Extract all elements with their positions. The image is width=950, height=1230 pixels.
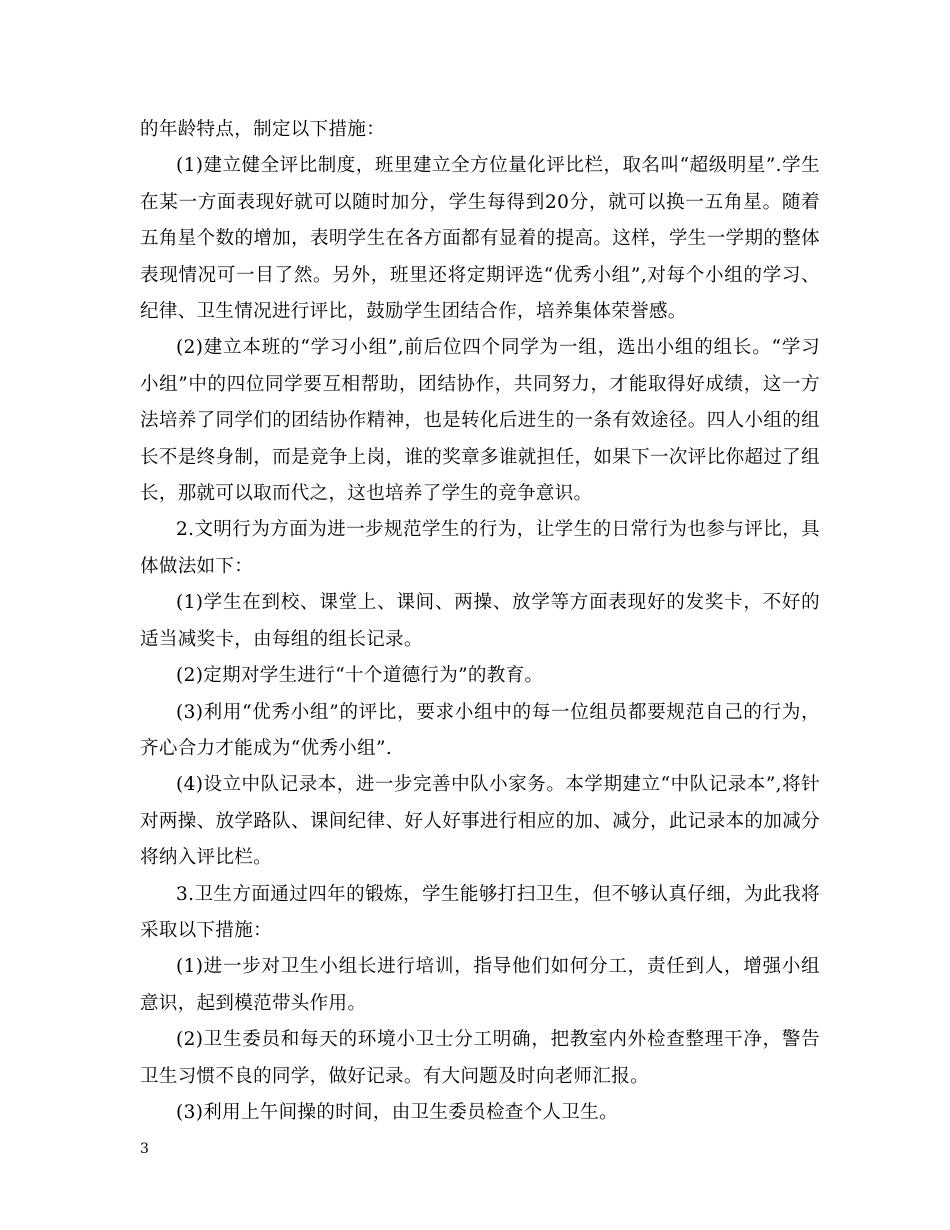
paragraph-hygiene-item-3: (3)利用上午间操的时间，由卫生委员检查个人卫生。 [176,1101,618,1123]
paragraph-evaluation-system: (1)建立健全评比制度，班里建立全方位量化评比栏，取名叫“超级明星”.学生在某一方面表现好就可以随时加分，学生每得到20分，就可以换一五角星。随着五角星个数的增加，表明学生在各方面都有显着的提高。这样，学生一学期的整体表现情况可一目了然。另外，班里还将定期评选“优秀小组”,对每个小组的学习、纪律、卫生情况进行评比，鼓励学生团结合作，培养集体荣誉感。 [140,155,820,323]
paragraph-study-groups: (2)建立本班的“学习小组”,前后位四个同学为一组，选出小组的组长。“学习小组”中的四位同学要互相帮助，团结协作，共同努力，才能取得好成绩，这一方法培养了同学们的团结协作精神，也是转化后进生的一条有效途径。四人小组的组长不是终身制，而是竞争上岗，谁的奖章多谁就担任，如果下一次评比你超过了组长，那就可以取而代之，这也培养了学生的竞争意识。 [140,337,820,505]
paragraph-behavior-item-3: (3)利用“优秀小组”的评比，要求小组中的每一位组员都要规范自己的行为，齐心合力才能成为“优秀小组”. [140,701,820,759]
document-body [140,112,820,1131]
paragraph-behavior-item-4: (4)设立中队记录本，进一步完善中队小家务。本学期建立“中队记录本”,将针对两操、放学路队、课间纪律、好人好事进行相应的加、减分，此记录本的加减分将纳入评比栏。 [140,774,820,869]
paragraph-behavior-item-2: (2)定期对学生进行“十个道德行为”的教育。 [176,665,544,687]
paragraph-intro-continuation: 的年龄特点，制定以下措施： [140,119,386,140]
paragraph-hygiene-heading: 3.卫生方面通过四年的锻炼，学生能够打扫卫生，但不够认真仔细，为此我将采取以下措施： [140,883,820,941]
paragraph-hygiene-item-1: (1)进一步对卫生小组长进行培训，指导他们如何分工，责任到人，增强小组意识，起到模范带头作用。 [140,956,820,1014]
paragraph-behavior-item-1: (1)学生在到校、课堂上、课间、两操、放学等方面表现好的发奖卡，不好的适当减奖卡，由每组的组长记录。 [140,592,820,650]
paragraph-civilized-behavior-heading: 2.文明行为方面为进一步规范学生的行为，让学生的日常行为也参与评比，具体做法如下： [140,519,820,577]
paragraph-hygiene-item-2: (2)卫生委员和每天的环境小卫士分工明确，把教室内外检查整理干净，警告卫生习惯不良的同学，做好记录。有大问题及时向老师汇报。 [140,1029,820,1087]
page-number: 3 [140,1141,149,1157]
